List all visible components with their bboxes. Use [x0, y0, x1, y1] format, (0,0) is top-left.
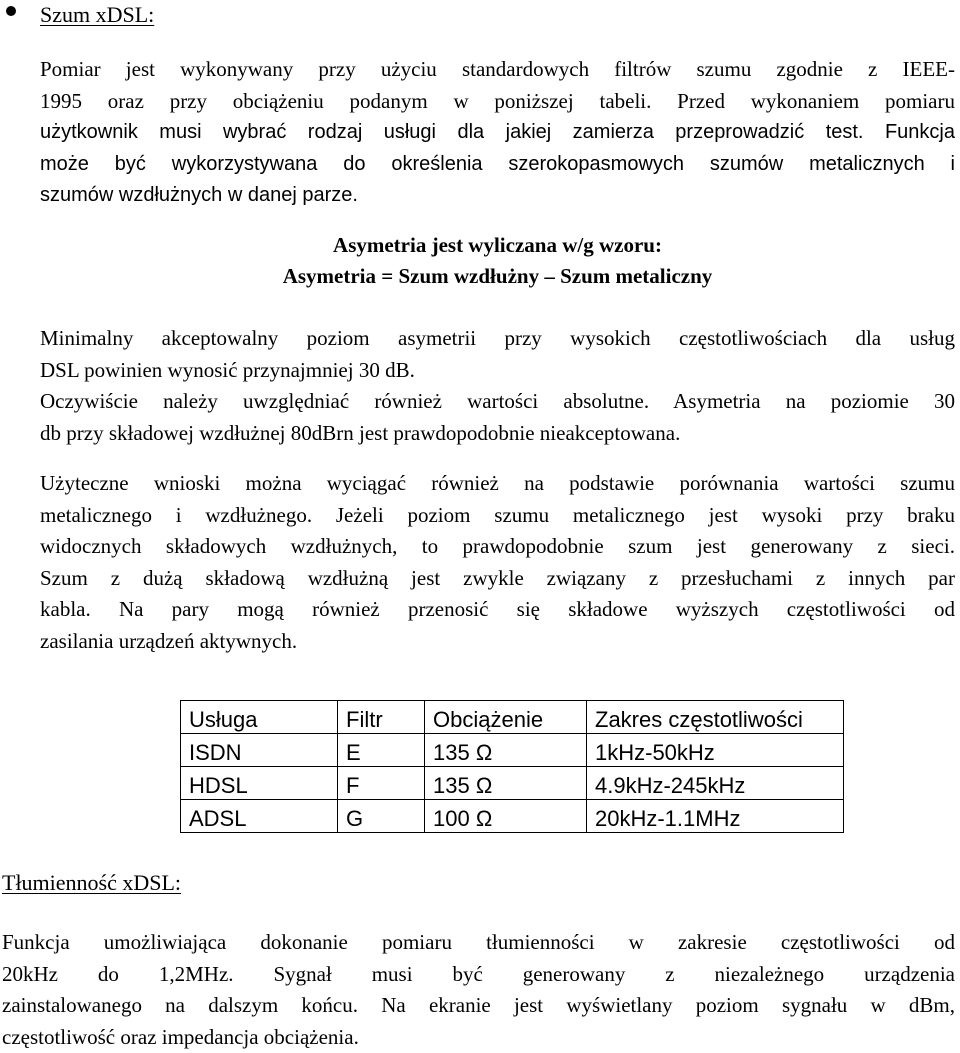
table-header-cell: Usługa: [181, 701, 338, 734]
text-line: częstotliwość oraz impedancja obciążenia.: [2, 1022, 955, 1053]
text-line: db przy składowej wzdłużnej 80dBrn jest prawdopodobnie nieakceptowana.: [40, 418, 955, 450]
text-line: 20kHz do 1,2MHz. Sygnał musi być generowany z niezależnego urządzenia: [2, 959, 955, 991]
text-line: może być wykorzystywana do określenia szerokopasmowych szumów metalicznych i: [40, 149, 955, 181]
table-cell: 135 Ω: [425, 767, 587, 800]
table-cell: 4.9kHz-245kHz: [587, 767, 844, 800]
text-line: Oczywiście należy uwzględniać również wartości absolutne. Asymetria na poziomie 30: [40, 386, 955, 418]
table-row: [181, 734, 844, 767]
paragraph-asymmetry: [40, 323, 955, 449]
text-line: zasilania urządzeń aktywnych.: [40, 626, 955, 658]
text-line: Pomiar jest wykonywany przy użyciu standardowych filtrów szumu zgodnie z IEEE-: [40, 54, 955, 86]
text-line: Funkcja umożliwiająca dokonanie pomiaru tłumienności w zakresie częstotliwości od: [2, 927, 955, 959]
paragraph-conclusions: [40, 468, 955, 657]
table-cell: 1kHz-50kHz: [587, 734, 844, 767]
text-line: Szum z dużą składową wzdłużną jest zwykle związany z przesłuchami z innych par: [40, 563, 955, 595]
table-cell: 135 Ω: [425, 734, 587, 767]
table-row: [181, 800, 844, 833]
text-line: DSL powinien wynosić przynajmniej 30 dB.: [40, 355, 955, 387]
text-line: metalicznego i wzdłużnego. Jeżeli poziom szumu metalicznego jest wysoki przy braku: [40, 500, 955, 532]
paragraph-measurement: [40, 54, 955, 212]
table-header-cell: Filtr: [338, 701, 425, 734]
section-heading-noise: Szum xDSL:: [40, 2, 154, 28]
formula: Asymetria = Szum wzdłużny – Szum metaliczny: [40, 264, 955, 289]
bullet-icon: [6, 6, 16, 16]
table-header-row: [181, 701, 844, 734]
text-line: widocznych składowych wzdłużnych, to prawdopodobnie szum jest generowany z sieci.: [40, 531, 955, 563]
paragraph-attenuation: [2, 927, 955, 1053]
table-cell: F: [338, 767, 425, 800]
table-cell: G: [338, 800, 425, 833]
table-cell: HDSL: [181, 767, 338, 800]
table-header-cell: Obciążenie: [425, 701, 587, 734]
text-line: użytkownik musi wybrać rodzaj usługi dla jakiej zamierza przeprowadzić test. Funkcja: [40, 117, 955, 149]
text-line: Użyteczne wnioski można wyciągać również na podstawie porównania wartości szumu: [40, 468, 955, 500]
table-cell: ADSL: [181, 800, 338, 833]
table-cell: 100 Ω: [425, 800, 587, 833]
table-cell: 20kHz-1.1MHz: [587, 800, 844, 833]
table-cell: E: [338, 734, 425, 767]
text-line: zainstalowanego na dalszym końcu. Na ekranie jest wyświetlany poziom sygnału w dBm,: [2, 990, 955, 1022]
text-line: 1995 oraz przy obciążeniu podanym w poniższej tabeli. Przed wykonaniem pomiaru: [40, 86, 955, 118]
text-line: Minimalny akceptowalny poziom asymetrii przy wysokich częstotliwościach dla usług: [40, 323, 955, 355]
text-line: szumów wzdłużnych w danej parze.: [40, 180, 955, 212]
formula-title: Asymetria jest wyliczana w/g wzoru:: [40, 233, 955, 258]
table-row: [181, 767, 844, 800]
service-table: [180, 700, 844, 833]
table-cell: ISDN: [181, 734, 338, 767]
section-heading-attenuation: Tłumienność xDSL:: [2, 870, 181, 896]
text-line: kabla. Na pary mogą również przenosić się składowe wyższych częstotliwości od: [40, 594, 955, 626]
table-header-cell: Zakres częstotliwości: [587, 701, 844, 734]
